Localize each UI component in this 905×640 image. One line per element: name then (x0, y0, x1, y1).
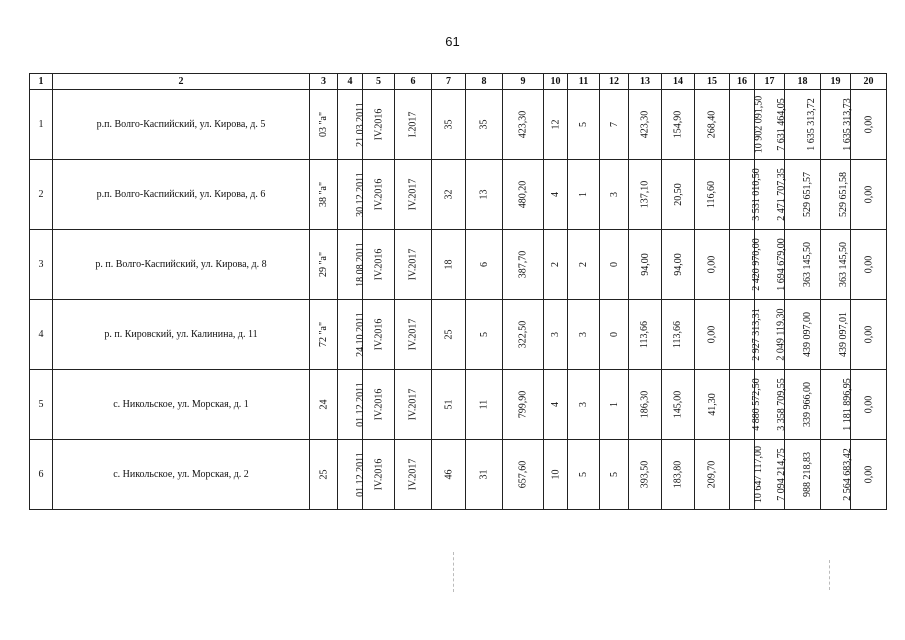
cell-value: 4 (550, 192, 561, 197)
table-cell (310, 370, 338, 440)
table-cell (821, 300, 851, 370)
cell-value: 29 "а" (317, 251, 329, 278)
row-number: 4 (38, 329, 44, 340)
cell-value: 1 635 313,73 (841, 98, 853, 151)
cell-value: 1 694 679,00 (775, 238, 787, 291)
table-cell (695, 160, 730, 230)
table-cell (395, 230, 432, 300)
cell-value: 01.12.2011 (354, 452, 366, 497)
table-row (30, 300, 887, 370)
table-cell (662, 300, 695, 370)
column-header: 3 (310, 74, 338, 90)
table-cell (544, 300, 568, 370)
table-cell (363, 230, 395, 300)
cell-value: 31 (478, 469, 490, 480)
table-cell (600, 230, 629, 300)
row-number-cell (30, 230, 53, 300)
table-cell (821, 160, 851, 230)
table-cell (785, 370, 821, 440)
table-row (30, 440, 887, 510)
cell-value: 94,00 (672, 253, 684, 276)
table-cell (503, 300, 544, 370)
cell-value: I.2017 (407, 111, 419, 138)
cell-value: 3 (578, 402, 589, 407)
cell-value: 3 (608, 192, 620, 197)
table-cell (503, 90, 544, 160)
table-cell (310, 300, 338, 370)
row-number: 1 (38, 119, 44, 130)
cell-value: 10 902 091,50 (753, 95, 765, 154)
table-cell (662, 440, 695, 510)
cell-value: 116,60 (706, 180, 718, 209)
address-cell (53, 300, 310, 370)
cell-value: 38 "а" (317, 181, 329, 208)
cell-value: 35 (443, 119, 454, 130)
cell-value: 7 631 464,05 (775, 98, 787, 151)
table-cell (629, 90, 662, 160)
table-cell (395, 440, 432, 510)
address: р.п. Волго-Каспийский, ул. Кирова, д. 6 (96, 189, 266, 200)
cell-value: IV.2017 (407, 458, 419, 491)
cell-value: 657,60 (517, 460, 529, 489)
address: с. Никольское, ул. Морская, д. 2 (113, 469, 249, 480)
cell-value: 11 (478, 399, 490, 410)
column-header: 13 (629, 74, 662, 90)
cell-value: 32 (443, 189, 454, 200)
cell-value: IV.2016 (373, 388, 385, 421)
cell-value: 363 145,50 (802, 242, 813, 287)
address: р. п. Волго-Каспийский, ул. Кирова, д. 8 (95, 259, 267, 270)
cell-value: 01.12.2011 (354, 382, 366, 427)
housing-data-table (29, 73, 887, 510)
table-cell (730, 230, 762, 300)
address-cell (53, 230, 310, 300)
table-cell (310, 230, 338, 300)
table-cell (544, 370, 568, 440)
table-cell (338, 300, 366, 370)
cell-value: 0,00 (863, 115, 874, 134)
table-cell (785, 300, 821, 370)
cell-value: 988 218,83 (802, 452, 813, 497)
cell-value: 1 (578, 192, 589, 197)
cell-value: IV.2016 (373, 178, 385, 211)
cell-value: 5 (578, 472, 589, 477)
table-cell (695, 90, 730, 160)
cell-value: 393,50 (639, 460, 651, 489)
cell-value: 51 (443, 399, 454, 410)
column-header: 19 (821, 74, 851, 90)
row-number-cell (30, 160, 53, 230)
table-cell (600, 160, 629, 230)
cell-value: 2 420 970,00 (750, 238, 762, 291)
page-number: 61 (445, 34, 460, 49)
cell-value: 0,00 (863, 255, 874, 274)
cell-value: 2 471 707,35 (775, 168, 787, 221)
table-cell (568, 370, 600, 440)
cell-value: 529 651,57 (802, 172, 813, 217)
cell-value: 12 (550, 119, 561, 130)
table-cell (785, 440, 821, 510)
cell-value: 480,20 (517, 180, 529, 209)
cell-value: 3 531 010,50 (750, 168, 762, 221)
cell-value: 4 (550, 402, 561, 407)
table-cell (363, 90, 395, 160)
table-cell (503, 370, 544, 440)
table-cell (466, 90, 503, 160)
cell-value: 423,30 (639, 110, 651, 139)
cell-value: 35 (478, 119, 490, 130)
table-cell (568, 160, 600, 230)
column-header: 14 (662, 74, 695, 90)
cell-value: 0,00 (706, 325, 718, 344)
table-cell (785, 90, 821, 160)
cell-value: 145,00 (672, 390, 684, 419)
cell-value: 25 (443, 329, 454, 340)
cell-value: 2 (578, 262, 589, 267)
table-cell (466, 300, 503, 370)
cell-value: 3 358 709,55 (775, 378, 787, 431)
cell-value: IV.2016 (373, 318, 385, 351)
table-cell (338, 440, 366, 510)
table-cell (310, 160, 338, 230)
table-cell (363, 300, 395, 370)
table-cell (568, 300, 600, 370)
cell-value: 30.12.2011 (354, 172, 366, 217)
table-cell (629, 160, 662, 230)
row-number: 3 (38, 259, 44, 270)
table-cell (432, 90, 466, 160)
cell-value: 1 635 313,72 (805, 98, 817, 151)
table-cell (851, 300, 887, 370)
scan-fold-line (453, 552, 454, 592)
row-number-cell (30, 90, 53, 160)
cell-value: 20,50 (672, 183, 684, 206)
cell-value: 363 145,50 (838, 242, 849, 287)
column-header: 18 (785, 74, 821, 90)
table-cell (600, 370, 629, 440)
address-cell (53, 90, 310, 160)
table-cell (662, 90, 695, 160)
table-cell (338, 90, 366, 160)
cell-value: 0,00 (863, 185, 874, 204)
cell-value: 268,40 (706, 110, 718, 139)
cell-value: 137,10 (639, 180, 651, 209)
table-cell (395, 160, 432, 230)
cell-value: 0 (608, 332, 620, 337)
table-cell (432, 230, 466, 300)
address: р. п. Кировский, ул. Калинина, д. 11 (104, 329, 258, 340)
table-cell (395, 300, 432, 370)
column-header: 7 (432, 74, 466, 90)
table-row (30, 160, 887, 230)
cell-value: 6 (478, 262, 490, 267)
column-header: 15 (695, 74, 730, 90)
cell-value: IV.2017 (407, 388, 419, 421)
row-number-cell (30, 440, 53, 510)
cell-value: 21.03.2011 (354, 102, 366, 147)
column-header: 4 (338, 74, 363, 90)
table-cell (629, 370, 662, 440)
table-cell (503, 440, 544, 510)
table-cell (363, 440, 395, 510)
table-cell (338, 160, 366, 230)
column-header: 17 (755, 74, 785, 90)
table-cell (730, 90, 765, 160)
table-cell (851, 90, 887, 160)
table-cell (568, 230, 600, 300)
table-cell (600, 440, 629, 510)
table-cell (730, 300, 762, 370)
cell-value: 154,90 (672, 110, 684, 139)
table-cell (851, 230, 887, 300)
cell-value: 72 "а" (317, 321, 329, 348)
cell-value: 2 (550, 262, 561, 267)
cell-value: 10 647 117,00 (753, 445, 765, 504)
table-cell (629, 230, 662, 300)
table-cell (466, 160, 503, 230)
cell-value: 25 (318, 469, 329, 480)
cell-value: 0,00 (863, 395, 874, 414)
row-number-cell (30, 370, 53, 440)
cell-value: 0,00 (706, 255, 718, 274)
cell-value: 7 094 214,75 (775, 448, 787, 501)
table-cell (363, 160, 395, 230)
table-cell (568, 90, 600, 160)
table-row (30, 90, 887, 160)
table-cell (662, 160, 695, 230)
table-cell (338, 230, 366, 300)
cell-value: 186,30 (639, 390, 651, 419)
table-cell (785, 230, 821, 300)
cell-value: 18.08.2011 (354, 242, 366, 287)
cell-value: 113,66 (639, 320, 651, 349)
cell-value: 387,70 (517, 250, 529, 279)
table-cell (851, 370, 887, 440)
table-cell (432, 440, 466, 510)
column-header: 12 (600, 74, 629, 90)
table-cell (466, 370, 503, 440)
table-cell (544, 230, 568, 300)
address-cell (53, 370, 310, 440)
cell-value: 799,90 (517, 390, 529, 419)
column-header: 10 (544, 74, 568, 90)
column-header: 11 (568, 74, 600, 90)
column-header: 16 (730, 74, 755, 90)
cell-value: 3 (550, 332, 561, 337)
cell-value: IV.2016 (373, 108, 385, 141)
cell-value: 1 181 896,95 (841, 378, 853, 431)
cell-value: 183,80 (672, 460, 684, 489)
scan-fold-line (829, 560, 830, 590)
row-number: 5 (38, 399, 44, 410)
table-cell (600, 300, 629, 370)
cell-value: 24.10.2011 (354, 312, 366, 357)
cell-value: IV.2017 (407, 178, 419, 211)
cell-value: 1 (608, 402, 620, 407)
cell-value: IV.2017 (407, 318, 419, 351)
column-header: 6 (395, 74, 432, 90)
table-cell (544, 440, 568, 510)
cell-value: 0,00 (863, 465, 874, 484)
table-cell (600, 90, 629, 160)
cell-value: 0 (608, 262, 620, 267)
cell-value: 423,30 (517, 110, 529, 139)
table-cell (310, 90, 338, 160)
table-cell (338, 370, 366, 440)
column-header: 8 (466, 74, 503, 90)
column-header: 9 (503, 74, 544, 90)
table-cell (662, 230, 695, 300)
table-cell (629, 440, 662, 510)
table-cell (785, 160, 821, 230)
table-cell (544, 90, 568, 160)
table-cell (851, 160, 887, 230)
cell-value: 439 097,01 (838, 312, 849, 357)
table-cell (662, 370, 695, 440)
cell-value: IV.2016 (373, 248, 385, 281)
cell-value: 4 880 572,50 (750, 378, 762, 431)
cell-value: 339 966,00 (802, 382, 813, 427)
cell-value: 5 (578, 122, 589, 127)
cell-value: 113,66 (672, 320, 684, 349)
cell-value: 209,70 (706, 460, 718, 489)
row-number: 2 (38, 189, 44, 200)
cell-value: 2 927 313,31 (750, 308, 762, 361)
cell-value: 0,00 (863, 325, 874, 344)
column-header: 5 (363, 74, 395, 90)
table-cell (310, 440, 338, 510)
cell-value: 94,00 (639, 253, 651, 276)
table-cell (432, 300, 466, 370)
cell-value: 41,30 (706, 393, 718, 416)
cell-value: 439 097,00 (802, 312, 813, 357)
cell-value: 322,50 (517, 320, 529, 349)
table-cell (695, 440, 730, 510)
table-row (30, 230, 887, 300)
cell-value: 10 (550, 469, 561, 480)
table-cell (432, 160, 466, 230)
table-cell (851, 440, 887, 510)
table-cell (544, 160, 568, 230)
column-header: 2 (53, 74, 310, 90)
column-header: 20 (851, 74, 887, 90)
table-cell (730, 160, 762, 230)
table-cell (821, 230, 851, 300)
cell-value: 2 564 683,42 (841, 448, 853, 501)
cell-value: 2 049 119,30 (775, 308, 787, 361)
cell-value: 24 (318, 399, 329, 410)
cell-value: 03 "а" (317, 111, 329, 138)
cell-value: 13 (478, 189, 490, 200)
table-cell (821, 90, 851, 160)
table-cell (821, 440, 851, 510)
table-cell (503, 160, 544, 230)
table-cell (695, 230, 730, 300)
table-cell (466, 440, 503, 510)
cell-value: 5 (608, 472, 620, 477)
address-cell (53, 160, 310, 230)
table-cell (568, 440, 600, 510)
column-header: 1 (30, 74, 53, 90)
table-row (30, 370, 887, 440)
table-cell (363, 370, 395, 440)
table-cell (695, 370, 730, 440)
cell-value: IV.2016 (373, 458, 385, 491)
table-cell (395, 90, 432, 160)
cell-value: 18 (443, 259, 454, 270)
row-number: 6 (38, 469, 44, 480)
table-cell (730, 370, 762, 440)
table-cell (503, 230, 544, 300)
row-number-cell (30, 300, 53, 370)
column-number-header-row (30, 74, 887, 90)
address: с. Никольское, ул. Морская, д. 1 (113, 399, 249, 410)
table-cell (730, 440, 765, 510)
cell-value: IV.2017 (407, 248, 419, 281)
table-cell (629, 300, 662, 370)
cell-value: 3 (578, 332, 589, 337)
table-cell (821, 370, 851, 440)
table-cell (466, 230, 503, 300)
cell-value: 46 (443, 469, 454, 480)
address-cell (53, 440, 310, 510)
table-cell (695, 300, 730, 370)
table-cell (395, 370, 432, 440)
cell-value: 529 651,58 (838, 172, 849, 217)
address: р.п. Волго-Каспийский, ул. Кирова, д. 5 (96, 119, 266, 130)
cell-value: 5 (478, 332, 490, 337)
cell-value: 7 (608, 122, 620, 127)
table-cell (432, 370, 466, 440)
